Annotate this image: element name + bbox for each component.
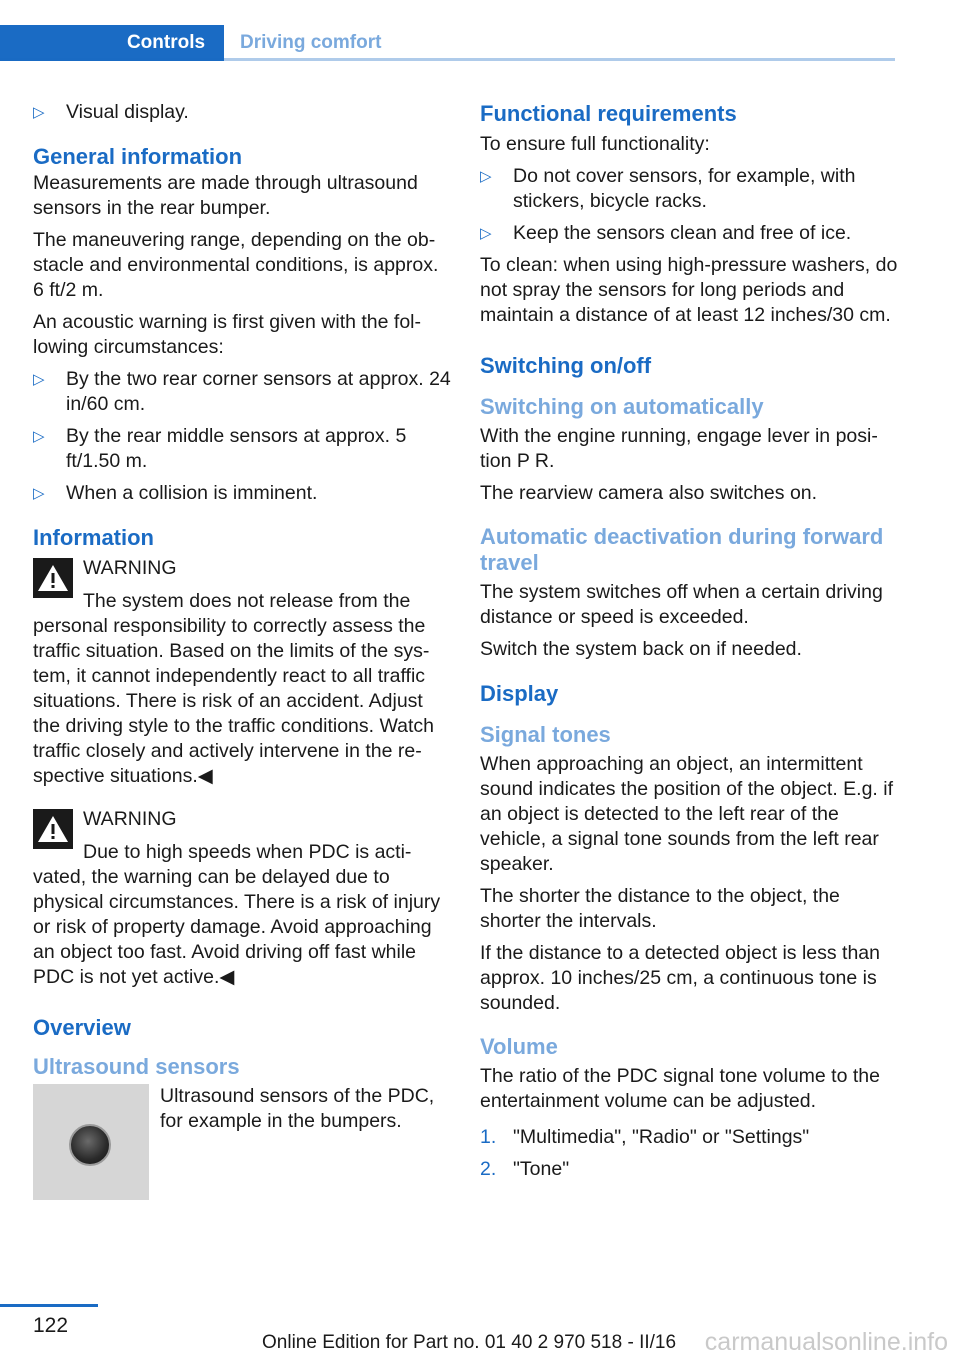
footer-rule xyxy=(0,1304,98,1307)
sensor-figure-block xyxy=(33,1084,451,1134)
step-item xyxy=(480,1157,898,1182)
warning-text-first: Due to high speeds when PDC is acti- xyxy=(83,841,412,863)
step-text: "Tone" xyxy=(513,1158,570,1180)
tab-controls-label: Controls xyxy=(126,32,206,53)
list-item xyxy=(33,481,451,506)
paragraph: The ratio of the PDC signal tone volume to the entertainment volume can be adjusted. xyxy=(480,1065,880,1112)
paragraph: The maneuvering range, depending on the obstacle and environmental conditions, is approx. 6 ft/2 m. xyxy=(33,229,439,301)
list-item xyxy=(33,100,451,125)
warning-label: WARNING xyxy=(83,808,177,830)
warning-text: personal responsibility to correctly assess the traffic situation. Based on the limits of the system, it cannot independently react to all traffic situations. There is risk of an accident. Adjust the driving style to the traffic conditions. Watch traffic closely and actively intervene in the respective situations.◀ xyxy=(33,615,435,787)
paragraph: An acoustic warning is first given with the following circumstances: xyxy=(33,311,422,358)
heading-ultrasound-sensors: Ultrasound sensors xyxy=(33,1054,240,1079)
triangle-right-icon: ▷ xyxy=(33,485,45,502)
sensor-icon xyxy=(69,1124,111,1166)
paragraph: Ultrasound sensors of the PDC, for example in the bumpers. xyxy=(160,1085,435,1132)
warning-triangle-icon xyxy=(33,809,73,849)
paragraph: To clean: when using high-pressure washers, do not spray the sensors for long periods and maintain a distance of at least 12 inches/30 cm. xyxy=(480,254,898,326)
step-item xyxy=(480,1125,898,1150)
heading-volume: Volume xyxy=(480,1034,558,1059)
list-item xyxy=(33,424,451,474)
paragraph: The shorter the distance to the object, the shorter the intervals. xyxy=(480,885,840,932)
warning-label: WARNING xyxy=(83,557,177,579)
step-number: 2. xyxy=(480,1158,497,1180)
paragraph: The system switches off when a certain driving distance or speed is exceeded. xyxy=(480,581,883,628)
paragraph: Measurements are made through ultrasound sensors in the rear bumper. xyxy=(33,172,418,219)
list-item xyxy=(33,367,451,417)
list-item-text: Keep the sensors clean and free of ice. xyxy=(513,222,852,244)
list-item-text: By the two rear corner sensors at approx. 24 in/60 cm. xyxy=(66,368,451,415)
heading-overview: Overview xyxy=(33,1015,131,1040)
paragraph: When approaching an object, an intermittent sound indicates the position of the object. E.g. if an object is detected to the left rear of the vehicle, a signal tone sounds from the left rear speaker. xyxy=(480,753,894,875)
warning-triangle-icon xyxy=(33,558,73,598)
warning-block xyxy=(33,807,451,990)
paragraph: If the distance to a detected object is less than approx. 10 inches/25 cm, a continuous tone is sounded. xyxy=(480,942,880,1014)
header-rule xyxy=(0,58,895,61)
right-column xyxy=(480,100,898,1182)
list-item-text: When a collision is imminent. xyxy=(66,482,318,504)
edition-note: Online Edition for Part no. 01 40 2 970 518 - II/16 xyxy=(262,1332,677,1353)
heading-switching-on-off: Switching on/off xyxy=(480,353,652,378)
list-item-text: By the rear middle sensors at approx. 5 ft/1.50 m. xyxy=(66,425,407,472)
page-number: 122 xyxy=(33,1314,69,1337)
tab-driving-comfort[interactable]: Driving comfort xyxy=(240,32,382,53)
list-item xyxy=(480,164,898,214)
paragraph: Switch the system back on if needed. xyxy=(480,638,802,660)
heading-display: Display xyxy=(480,681,559,706)
heading-information: Information xyxy=(33,525,154,550)
paragraph: The rearview camera also switches on. xyxy=(480,482,818,504)
triangle-right-icon: ▷ xyxy=(480,225,492,242)
warning-text: vated, the warning can be delayed due to physical circumstances. There is a risk of injury or risk of property damage. Avoid approaching an object too fast. Avoid driving off fast while PDC is not yet active.◀ xyxy=(33,866,441,988)
list-item xyxy=(480,221,898,246)
list-item-text: Visual display. xyxy=(66,101,189,123)
list-item-text: Do not cover sensors, for example, with stickers, bicycle racks. xyxy=(513,165,856,212)
triangle-right-icon: ▷ xyxy=(480,168,492,185)
triangle-right-icon: ▷ xyxy=(33,104,45,121)
heading-general-information: General information xyxy=(33,144,243,169)
watermark: carmanualsonline.info xyxy=(704,1328,948,1356)
step-number: 1. xyxy=(480,1126,497,1148)
left-column xyxy=(33,100,451,1200)
ultrasound-sensor-image xyxy=(33,1084,149,1200)
triangle-right-icon: ▷ xyxy=(33,428,45,445)
paragraph: To ensure full functionality: xyxy=(480,133,710,155)
triangle-right-icon: ▷ xyxy=(33,371,45,388)
warning-text-first: The system does not release from the xyxy=(83,590,411,612)
heading-automatic-deactivation: Automatic deactivation during forward travel xyxy=(480,524,884,575)
paragraph: With the engine running, engage lever in position P R. xyxy=(480,425,878,472)
tab-controls[interactable] xyxy=(0,25,224,61)
step-text: "Multimedia", "Radio" or "Settings" xyxy=(513,1126,810,1148)
heading-functional-requirements: Functional requirements xyxy=(480,101,737,126)
warning-block xyxy=(33,556,451,789)
heading-switching-on-automatically: Switching on automatically xyxy=(480,394,764,419)
heading-signal-tones: Signal tones xyxy=(480,722,611,747)
page-header xyxy=(0,25,895,61)
